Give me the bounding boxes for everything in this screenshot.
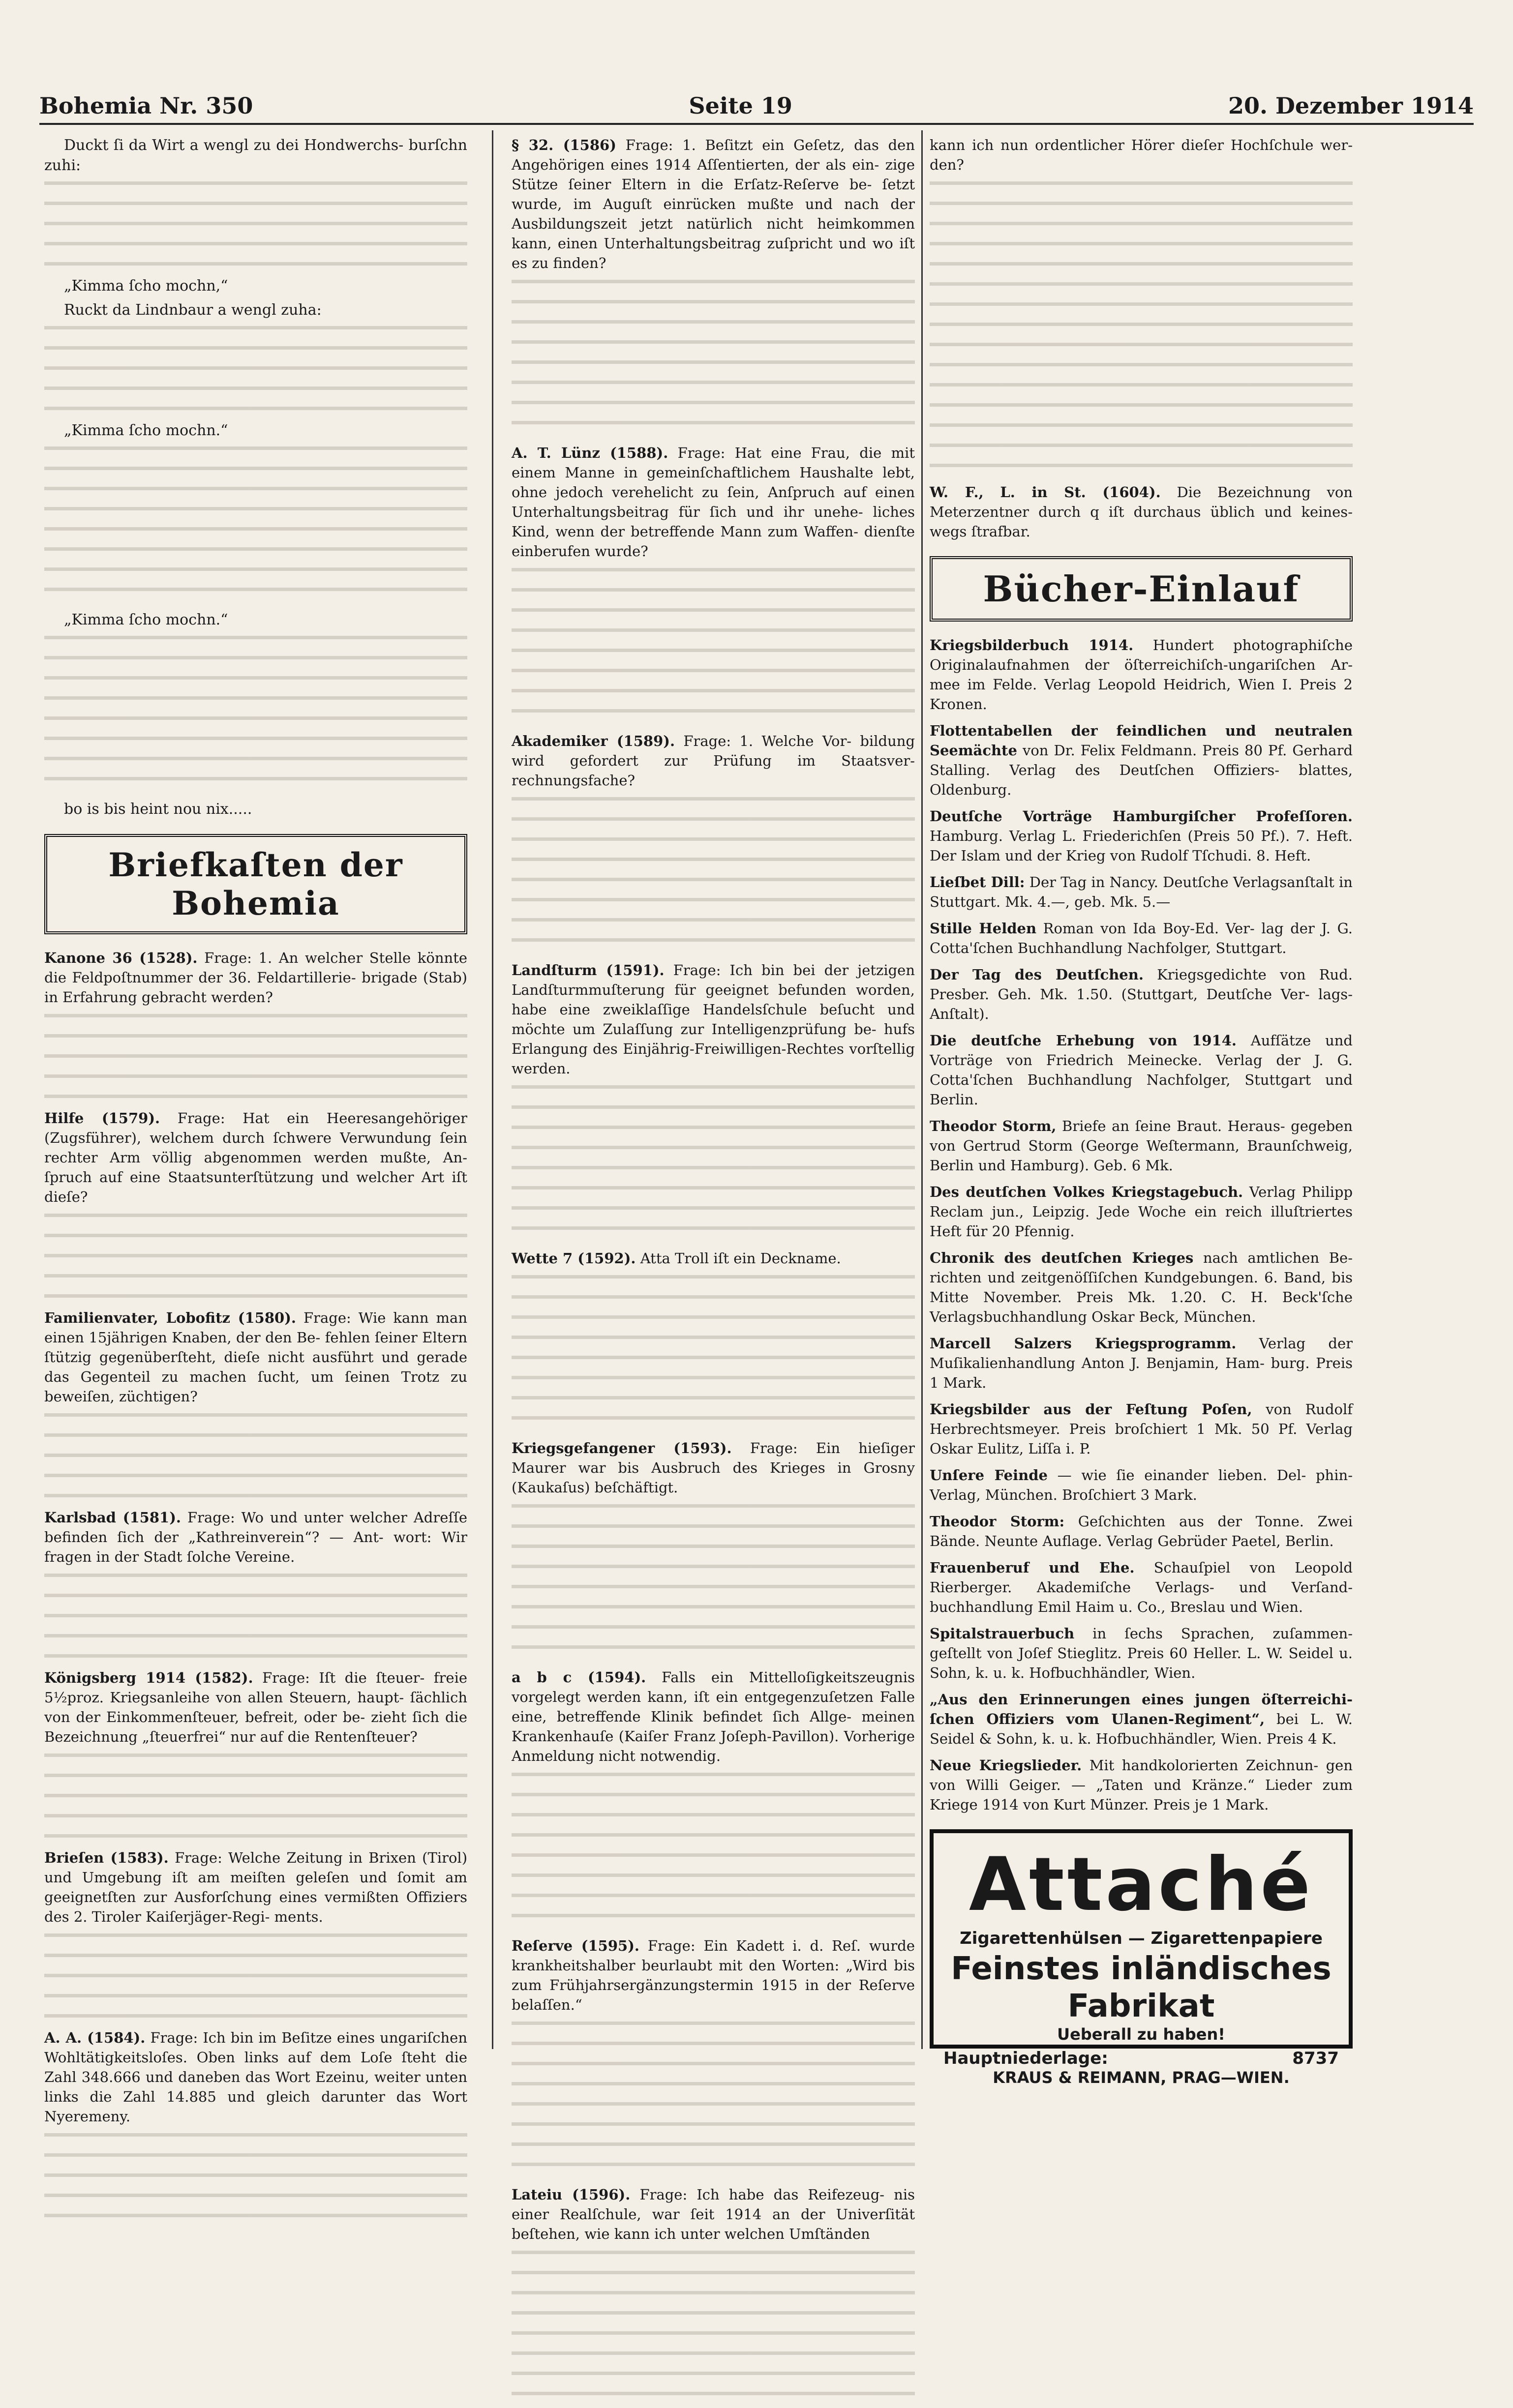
- illegible-text-block: [512, 797, 915, 954]
- entry-text: Frage: Ich bin im Beſitze eines ungariſchen Wohltätigkeitsloſes. Oben links auf dem Loſe ſteht die Zahl 348.666 und daneben das Wort Ezeinu, weiter unten links die Zahl 14.885 und gleich darunter das Wort Nyeremeny.: [44, 2029, 467, 2125]
- list-item: [930, 1755, 1353, 1814]
- list-item: [930, 806, 1353, 865]
- ad-slogan: Feinstes inländisches Fabrikat: [951, 1951, 1331, 2024]
- list-item: [930, 1334, 1353, 1393]
- entry-text: in ſechs Sprachen, zuſammen- geſtellt von Joſef Stieglitz. Preis 60 Heller. L. W. Seidel u. Sohn, k. u. k. Hofbuchhändler, Wien.: [930, 1625, 1353, 1681]
- entry-lead: „Aus den Erinnerungen eines jungen öſterreichi- ſchen Offiziers vom Ulanen-Regiment“,: [930, 1691, 1353, 1727]
- illegible-text-block: [930, 181, 1353, 476]
- illegible-text-block: [44, 1933, 467, 2022]
- illegible-text-block: [512, 1773, 915, 1930]
- illegible-text-block: [44, 1014, 467, 1102]
- illegible-text-block: [512, 568, 915, 725]
- entry-lead: Kriegsbilder aus der Feſtung Poſen,: [930, 1401, 1252, 1418]
- list-item: [512, 1249, 915, 1268]
- list-item: [512, 960, 915, 1078]
- section-title-briefkasten: Briefkaſten der Bohemia: [44, 834, 467, 934]
- list-item: [930, 1182, 1353, 1241]
- list-item: [930, 1624, 1353, 1683]
- entry-text: Frage: Iſt die ſteuer- freie 5½proz. Kriegsanleihe von allen Steuern, haupt- ſächlich von der Einkommenſteuer, befreit, oder be- zieht ſich die Bezeichnung „ſteuerfrei“ nur auf die Rentenſteuer?: [44, 1669, 468, 1745]
- entry-lead: Wette 7 (1592).: [512, 1250, 636, 1267]
- entry-lead: Frauenberuf und Ehe.: [930, 1559, 1135, 1576]
- illegible-text-block: [44, 2133, 467, 2222]
- illegible-text-block: [512, 1504, 915, 1662]
- list-item: [930, 1512, 1353, 1551]
- entry-text: Verlag Philipp Reclam jun., Leipzig. Jede Woche ein reich illuſtriertes Heft für 20 Pfennig.: [930, 1184, 1353, 1240]
- entry-lead: Deutſche Vorträge Hamburgiſcher Profeſſoren.: [930, 808, 1353, 825]
- illegible-text-block: [44, 1574, 467, 1662]
- entry-text: Frage: 1. An welcher Stelle könnte die Feldpoſtnummer der 36. Feldartillerie- brigade (Stab) in Erfahrung gebracht werden?: [44, 950, 468, 1006]
- entry-lead: Stille Helden: [930, 920, 1037, 937]
- list-item: [930, 1465, 1353, 1505]
- entry-lead: Neue Kriegslieder.: [930, 1757, 1082, 1774]
- list-item: [512, 1667, 915, 1766]
- column-rule: [921, 130, 923, 2049]
- entry-text: Frage: Ein Kadett i. d. Reſ. wurde krankheitshalber beurlaubt mit den Worten: „Wird bis zum Frühjahrsergänzungstermin 1915 in der Reſerve belaſſen.“: [512, 1937, 915, 2013]
- entry-lead: § 32. (1586): [512, 137, 616, 153]
- list-item: [512, 1936, 915, 2015]
- entry-lead: Karlsbad (1581).: [44, 1509, 182, 1526]
- entry-text: von Rudolf Herbrechtsmeyer. Preis broſchiert 1 Mk. 50 Pf. Verlag Oskar Eulitz, Liſſa i. P.: [930, 1401, 1353, 1457]
- illegible-text-block: [44, 1214, 467, 1302]
- entry-text: Frage: Hat eine Frau, die mit einem Manne in gemeinſchaftlichem Haushalte lebt, ohne jedoch verehelicht zu ſein, Anſpruch auf einen Unterhaltungsbeitrag für ſich und ihr unehe- liches Kind, wenn der betreffende Mann zum Waffen- dienſte einberufen wurde?: [512, 445, 915, 560]
- note-text: Die Bezeichnung von Meterzentner durch q iſt durchaus üblich und keines- wegs ſtrafbar.: [930, 484, 1353, 540]
- entry-text: von Dr. Felix Feldmann. Preis 80 Pf. Gerhard Stalling. Verlag des Deutſchen Offiziers- blattes, Oldenburg.: [930, 742, 1353, 798]
- entry-lead: Reſerve (1595).: [512, 1937, 640, 1954]
- column-rule: [492, 130, 493, 2049]
- entry-lead: Hilfe (1579).: [44, 1110, 160, 1127]
- list-item: [44, 1668, 467, 1747]
- list-item: [512, 443, 915, 561]
- entry-text: Briefe an ſeine Braut. Heraus- gegeben von Gertrud Storm (George Weſtermann, Braunſchweig, Berlin und Hamburg). Geb. 6 Mk.: [930, 1118, 1353, 1174]
- ad-number: 8737: [1292, 2049, 1339, 2068]
- entry-lead: Königsberg 1914 (1582).: [44, 1669, 253, 1686]
- note-entry: [930, 482, 1353, 541]
- list-item: [44, 1508, 467, 1567]
- entry-lead: Chronik des deutſchen Krieges: [930, 1249, 1194, 1266]
- list-item: [930, 1116, 1353, 1175]
- entry-text: — wie ſie einander lieben. Del- phin-Verlag, München. Broſchiert 3 Mark.: [930, 1467, 1353, 1503]
- list-item: [44, 1108, 467, 1207]
- book-list: [930, 635, 1353, 1814]
- entry-lead: Des deutſchen Volkes Kriegstagebuch.: [930, 1184, 1243, 1200]
- entry-text: Frage: 1. Beſitzt ein Geſetz, das den Angehörigen eines 1914 Aſſentierten, der als ein- zige Stütze ſeiner Eltern in die Erſatz-Reſerve be- ſetzt wurde, im Auguſt einrücken mußte und nach der Ausbildungszeit jetzt natürlich nicht heimkommen kann, einen Unterhaltungsbeitrag zuſpricht und wo iſt es zu finden?: [512, 137, 915, 271]
- dialect-text: Ruckt da Lindnbaur a wengl zuha:: [64, 301, 322, 319]
- entry-text: Aufſätze und Vorträge von Friedrich Meinecke. Verlag der J. G. Cotta'ſchen Buchhandlung Nachfolger, Stuttgart und Berlin.: [930, 1032, 1353, 1108]
- list-item: [930, 1031, 1353, 1109]
- entry-lead: Marcell Salzers Kriegsprogramm.: [930, 1335, 1237, 1352]
- entry-text: nach amtlichen Be- richten und zeitgenöſſiſchen Kundgebungen. 6. Band, bis Mitte November. Preis Mk. 1.20. C. H. Beck'ſche Verlagsbuchhandlung Oskar Beck, München.: [930, 1249, 1353, 1325]
- entry-text: Frage: Ich bin bei der jetzigen Landſturmmuſterung für geeignet befunden worden, habe eine zweiklaſſige Handelsſchule beſucht und möchte um Zulaſſung zur Intelligenzprüfung be- hufs Erlangung des Einjährig-Freiwilligen-Rechtes vorſtellig werden.: [512, 962, 915, 1077]
- list-item: [930, 635, 1353, 714]
- entry-text: Frage: Ich habe das Reifezeug- nis einer Realſchule, war ſeit 1914 an der Univerſität beſtehen, wie kann ich unter welchen Umſtänden: [512, 2186, 915, 2242]
- list-item: [512, 1438, 915, 1497]
- note-lead: W. F., L. in St. (1604).: [930, 484, 1161, 501]
- dialect-quote: „Kimma ſcho mochn.“: [64, 611, 228, 628]
- entry-lead: Die deutſche Erhebung von 1914.: [930, 1032, 1237, 1049]
- list-item: [44, 2028, 467, 2126]
- list-item: [930, 872, 1353, 912]
- entry-lead: A. T. Lünz (1588).: [512, 445, 668, 461]
- page-number: Seite 19: [689, 92, 792, 119]
- entry-lead: Theodor Storm,: [930, 1118, 1057, 1134]
- entry-text: Frage: 1. Welche Vor- bildung wird gefordert zur Prüfung im Staatsver- rechnungsfache?: [512, 733, 915, 789]
- dialect-text: bo is bis heint nou nix.....: [64, 801, 252, 818]
- entry-lead: Kanone 36 (1528).: [44, 950, 198, 966]
- issue-number: Bohemia Nr. 350: [39, 92, 253, 119]
- entry-lead: Der Tag des Deutſchen.: [930, 966, 1144, 983]
- illegible-text-block: [44, 446, 467, 604]
- list-item: [512, 731, 915, 790]
- entry-text: Frage: Wie kann man einen 15jährigen Knaben, der den Be- fehlen ſeiner Eltern ſtützig gegenüberſteht, dieſe nicht ausführt und gerade das Gegenteil zu machen ſucht, um ſeinen Trotz zu beweiſen, züchtigen?: [44, 1309, 468, 1405]
- illegible-text-block: [44, 326, 467, 415]
- ad-availability: Ueberall zu haben!: [1057, 2025, 1225, 2044]
- entry-text: Frage: Welche Zeitung in Brixen (Tirol) und Umgebung iſt am meiſten geleſen und ſomit am geeignetſten zur Ausforſchung eines vermißten Offiziers des 2. Tiroler Kaiſerjäger-Regi- ments.: [44, 1849, 468, 1925]
- illegible-text-block: [512, 1275, 915, 1432]
- entry-lead: Spitalstrauerbuch: [930, 1625, 1075, 1642]
- entry-text: Frage: Ein hieſiger Maurer war bis Ausbruch des Krieges in Grosny (Kaukaſus) beſchäftigt.: [512, 1440, 915, 1496]
- entry-lead: Kriegsgefangener (1593).: [512, 1440, 732, 1457]
- ad-products: Zigarettenhülsen — Zigarettenpapiere: [960, 1929, 1323, 1948]
- entry-text: Geſchichten aus der Tonne. Zwei Bände. Neunte Auflage. Verlag Gebrüder Paetel, Berlin.: [930, 1513, 1353, 1549]
- dialect-quote: „Kimma ſcho mochn,“: [64, 277, 228, 295]
- list-item: [512, 135, 915, 273]
- illegible-text-block: [44, 181, 467, 270]
- entry-text: Kriegsgedichte von Rud. Presber. Geh. Mk. 1.50. (Stuttgart, Deutſche Ver- lags-Anſtalt).: [930, 966, 1353, 1022]
- issue-date: 20. Dezember 1914: [1228, 92, 1474, 119]
- letterbox-entries: [44, 948, 467, 2222]
- illegible-text-block: [44, 1754, 467, 1842]
- list-item: [930, 1690, 1353, 1749]
- entry-lead: A. A. (1584).: [44, 2029, 146, 2046]
- list-item: [44, 1848, 467, 1927]
- entry-lead: Landſturm (1591).: [512, 962, 665, 979]
- list-item: [930, 1399, 1353, 1458]
- list-item: [512, 2185, 915, 2244]
- ad-brand: Attaché: [968, 1842, 1314, 1928]
- entry-text: Verlag der Muſikalienhandlung Anton J. Benjamin, Ham- burg. Preis 1 Mark.: [930, 1335, 1353, 1391]
- entry-text: Mit handkolorierten Zeichnun- gen von Willi Geiger. — „Taten und Kränze.“ Lieder zum Kriege 1914 von Kurt Münzer. Preis je 1 Mark.: [930, 1757, 1353, 1813]
- illegible-text-block: [512, 2022, 915, 2179]
- entry-lead: Brieſen (1583).: [44, 1849, 169, 1866]
- entry-text: bei L. W. Seidel & Sohn, k. u. k. Hofbuchhändler, Wien. Preis 4 K.: [930, 1711, 1353, 1747]
- column-1: [44, 135, 468, 2125]
- dialect-quote: „Kimma ſcho mochn.“: [64, 422, 228, 439]
- ad-footer: [943, 2049, 1339, 2068]
- list-item: [44, 948, 467, 1007]
- column-2: [512, 135, 915, 2242]
- list-item: [930, 1248, 1353, 1327]
- section-title-buecher-einlauf: Bücher-Einlauf: [930, 556, 1353, 622]
- advertisement-attache: [930, 1829, 1353, 2087]
- entry-lead: Lateiu (1596).: [512, 2186, 631, 2203]
- entry-lead: Theodor Storm:: [930, 1513, 1065, 1530]
- entry-text: Falls ein Mittelloſigkeitszeugnis vorgelegt werden kann, iſt ein entgegenzuſetzen Falle eine, betreffende Klinik befindet ſich Allge- meinen Krankenhauſe (Kaiſer Franz Joſeph-Pavillon). Vorherige Anmeldung nicht notwendig.: [512, 1669, 915, 1764]
- entry-text: Schauſpiel von Leopold Rierberger. Akademiſche Verlags- und Verſand- buchhandlung Emil Haim u. Co., Breslau und Wien.: [930, 1559, 1353, 1615]
- entry-text: Atta Troll iſt ein Deckname.: [640, 1250, 841, 1267]
- entry-text: Hamburg. Verlag L. Friederichſen (Preis 50 Pf.). 7. Heft. Der Islam und der Krieg von Rudolf Tſchudi. 8. Heft.: [930, 828, 1353, 864]
- entry-text: Roman von Ida Boy-Ed. Ver- lag der J. G. Cotta'ſchen Buchhandlung Nachfolger, Stuttgart.: [930, 920, 1353, 956]
- list-item: [930, 1558, 1353, 1617]
- list-item: [930, 965, 1353, 1024]
- entry-lead: Kriegsbilderbuch 1914.: [930, 637, 1134, 654]
- entry-text: Der Tag in Nancy. Deutſche Verlagsanſtalt in Stuttgart. Mk. 4.—, geb. Mk. 5.—: [930, 874, 1353, 910]
- letterbox-entries-continued: [512, 135, 915, 2408]
- entry-lead: Familienvater, Lobofitz (1580).: [44, 1309, 297, 1326]
- list-item: [44, 1308, 467, 1406]
- list-item: [930, 919, 1353, 958]
- entry-lead: a b c (1594).: [512, 1669, 646, 1686]
- entry-lead: Akademiker (1589).: [512, 733, 675, 749]
- illegible-text-block: [512, 1085, 915, 1243]
- illegible-text-block: [512, 2251, 915, 2408]
- continued-answer: kann ich nun ordentlicher Hörer dieſer Hochſchule wer- den?: [930, 137, 1353, 173]
- illegible-text-block: [44, 636, 467, 793]
- entry-text: Frage: Hat ein Heeresangehöriger (Zugsführer), welchem durch ſchwere Verwundung ſein rechter Arm völlig abgenommen werden mußte, An- ſpruch auf eine Staatsunterſtützung und welcher Art iſt dieſe?: [44, 1110, 468, 1205]
- entry-lead: Flottentabellen der feindlichen und neutralen Seemächte: [930, 722, 1353, 759]
- illegible-text-block: [44, 1413, 467, 1502]
- entry-text: Hundert photographiſche Originalaufnahmen der öſterreichiſch-ungariſchen Ar- mee im Felde. Verlag Leopold Heidrich, Wien I. Preis 2 Kronen.: [930, 637, 1353, 713]
- page-header: [39, 89, 1474, 125]
- ad-company: KRAUS & REIMANN, PRAG—WIEN.: [993, 2068, 1290, 2087]
- dialect-text: Duckt ſi da Wirt a wengl zu dei Hondwerchs- burſchn zuhi:: [44, 137, 467, 174]
- entry-lead: Lieſbet Dill:: [930, 874, 1025, 891]
- illegible-text-block: [512, 280, 915, 437]
- entry-lead: Unſere Feinde: [930, 1467, 1048, 1484]
- ad-depot-label: Hauptniederlage:: [943, 2049, 1108, 2068]
- column-3: [930, 135, 1353, 2087]
- entry-text: Frage: Wo und unter welcher Adreſſe befinden ſich der „Kathreinverein“? — Ant- wort: Wir fragen in der Stadt ſolche Vereine.: [44, 1509, 468, 1565]
- list-item: [930, 721, 1353, 800]
